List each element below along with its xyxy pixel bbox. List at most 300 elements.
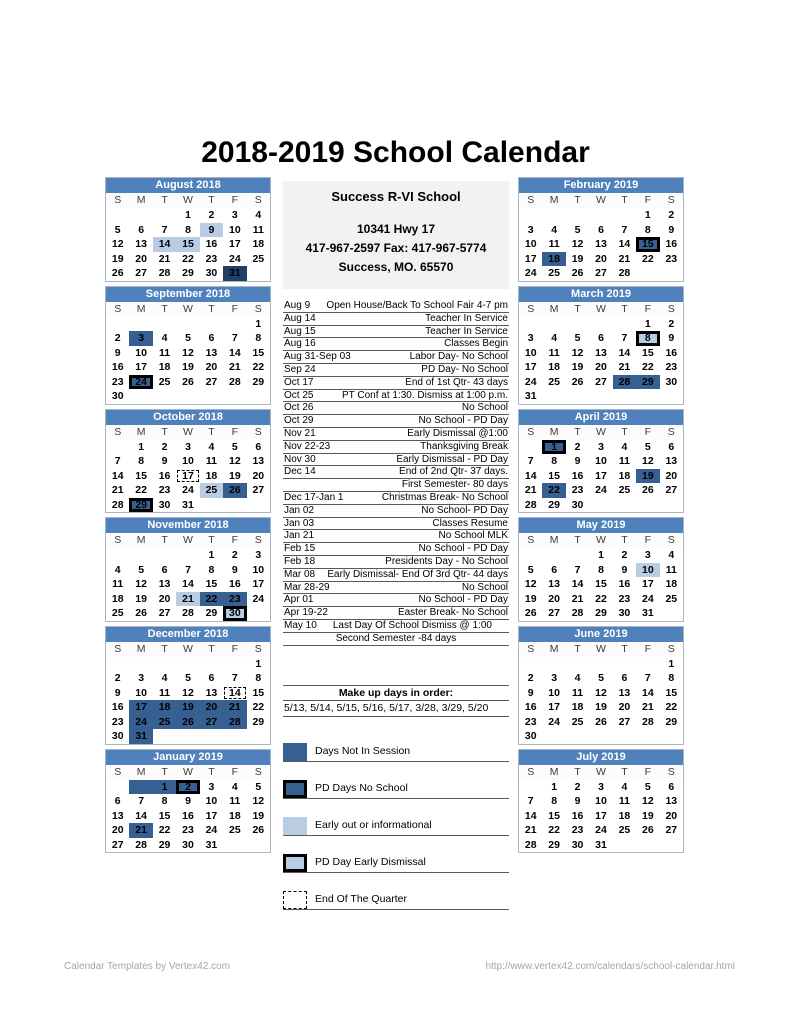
weekday-header: F — [636, 302, 659, 317]
day-cell: 19 — [111, 252, 124, 265]
weekday-header: S — [660, 425, 683, 440]
event-date: May 10 — [284, 619, 317, 631]
weekday-header: S — [247, 642, 270, 657]
day-cell: 23 — [665, 252, 678, 265]
month-grid — [106, 765, 270, 853]
day-cell: 3 — [551, 672, 558, 684]
event-description: Early Dismissal - PD Day — [396, 453, 508, 465]
day-cell: 11 — [159, 346, 171, 359]
legend-item-pd-day-early-dismissal — [283, 848, 509, 873]
day-cell: 29 — [205, 607, 218, 619]
day-cell: 22 — [135, 484, 147, 496]
month-title: April 2019 — [519, 410, 683, 425]
day-cell: 4 — [161, 332, 168, 344]
day-cell: 25 — [111, 607, 124, 619]
day-cell: 2 — [114, 672, 121, 684]
day-cell: 2 — [527, 672, 534, 684]
month-grid — [106, 425, 270, 513]
day-cell: 18 — [571, 701, 584, 713]
day-cell: 28 — [158, 267, 171, 279]
day-cell: 28 — [135, 838, 147, 851]
weekday-header: F — [223, 765, 246, 780]
weekday-header: T — [153, 193, 176, 208]
event-row — [283, 620, 509, 633]
day-cell: 18 — [229, 809, 241, 822]
day-cell: 26 — [111, 267, 124, 279]
event-description: No School - PD Day — [418, 415, 508, 427]
month-grid — [106, 193, 270, 281]
day-cell: 5 — [231, 440, 238, 453]
day-cell: 23 — [111, 715, 124, 728]
weekday-header: T — [566, 765, 589, 780]
day-cell: 10 — [595, 455, 607, 467]
weekday-header: T — [613, 765, 636, 780]
day-cell: 20 — [595, 361, 607, 373]
day-cell-empty — [153, 548, 176, 563]
left-month-column — [105, 177, 271, 853]
day-cell: 3 — [231, 209, 238, 221]
day-cell: 7 — [644, 672, 651, 684]
weekday-header: T — [613, 193, 636, 208]
event-row — [283, 428, 509, 441]
day-cell: 30 — [111, 730, 124, 742]
weekday-header: F — [636, 533, 659, 548]
day-cell: 2 — [574, 440, 581, 453]
day-cell: 15 — [205, 578, 218, 590]
month-grid — [519, 425, 683, 513]
day-cell-empty — [176, 657, 199, 672]
day-cell-empty — [519, 780, 542, 795]
day-cell: 24 — [642, 592, 654, 605]
day-cell-empty — [153, 208, 176, 223]
day-cell: 25 — [618, 824, 631, 836]
event-description: Classes Begin — [444, 338, 508, 350]
day-cell: 11 — [548, 346, 560, 359]
day-cell: 13 — [135, 238, 147, 250]
event-row — [283, 530, 509, 543]
day-cell: 13 — [252, 455, 265, 467]
day-cell: 17 — [595, 809, 607, 822]
day-cell: 31 — [205, 838, 218, 851]
event-row — [283, 390, 509, 403]
day-cell-empty — [129, 548, 152, 563]
month-july-2019 — [518, 749, 684, 854]
event-description: No School — [461, 581, 508, 593]
day-cell-empty — [636, 657, 659, 672]
day-cell: 14 — [571, 578, 584, 590]
month-august-2018 — [105, 177, 271, 282]
event-row — [283, 479, 509, 492]
weekday-header: S — [519, 193, 542, 208]
day-cell: 25 — [548, 267, 560, 279]
day-cell-empty — [566, 208, 589, 223]
day-cell: 27 — [252, 484, 265, 496]
day-cell: 4 — [621, 440, 628, 453]
day-cell: 7 — [527, 455, 534, 467]
legend-swatch — [283, 854, 307, 872]
day-cell: 17 — [229, 238, 241, 250]
day-cell: 19 — [571, 361, 584, 373]
day-cell: 10 — [229, 223, 241, 236]
right-month-column — [518, 177, 684, 853]
makeup-days-section — [283, 674, 509, 717]
weekday-header: M — [129, 193, 152, 208]
day-cell: 11 — [548, 238, 560, 250]
day-cell: 10 — [205, 795, 218, 807]
month-december-2018 — [105, 626, 271, 745]
event-date: Jan 21 — [284, 530, 315, 542]
day-cell: 13 — [618, 686, 631, 699]
day-cell: 24 — [252, 592, 265, 605]
day-cell: 14 — [223, 686, 246, 701]
day-cell: 16 — [571, 809, 584, 822]
day-cell: 25 — [153, 715, 176, 730]
day-cell: 3 — [208, 780, 215, 793]
day-cell: 6 — [114, 795, 121, 807]
day-cell: 27 — [618, 715, 631, 728]
event-description: Classes Resume — [432, 517, 508, 529]
event-description: Second Semester -84 days — [335, 632, 457, 644]
weekday-header: M — [542, 425, 565, 440]
event-date: Mar 28-29 — [284, 581, 330, 593]
weekday-header: W — [176, 302, 199, 317]
day-cell: 9 — [114, 686, 121, 699]
day-cell: 8 — [668, 672, 675, 684]
month-title: June 2019 — [519, 627, 683, 642]
event-row — [283, 338, 509, 351]
day-cell: 25 — [665, 592, 678, 605]
event-row — [283, 633, 509, 646]
event-row — [283, 351, 509, 364]
event-row — [283, 415, 509, 428]
day-cell: 16 — [229, 578, 241, 590]
weekday-header: M — [542, 765, 565, 780]
event-description: No School MLK — [438, 530, 508, 542]
day-cell: 21 — [618, 361, 631, 373]
day-cell: 18 — [111, 592, 124, 605]
event-row — [283, 326, 509, 339]
event-row — [283, 300, 509, 313]
weekday-header: S — [660, 642, 683, 657]
event-description: Last Day Of School Dismiss @ 1:00 — [332, 619, 492, 631]
event-row — [283, 556, 509, 569]
day-cell-empty — [176, 317, 199, 332]
month-title: December 2018 — [106, 627, 270, 642]
weekday-header: W — [176, 765, 199, 780]
legend-label: Early out or informational — [315, 818, 432, 831]
day-cell: 12 — [182, 346, 194, 359]
legend-label: Days Not In Session — [315, 744, 411, 757]
day-cell: 17 — [252, 578, 265, 590]
day-cell: 12 — [524, 578, 537, 590]
day-cell: 26 — [595, 715, 607, 728]
day-cell: 29 — [636, 375, 659, 390]
day-cell: 15 — [252, 346, 265, 359]
day-cell: 9 — [668, 332, 675, 344]
day-cell: 4 — [551, 223, 558, 236]
day-cell: 26 — [571, 267, 584, 279]
day-cell: 24 — [205, 824, 218, 836]
day-cell: 2 — [208, 209, 215, 221]
weekday-header: M — [542, 193, 565, 208]
day-cell-empty — [542, 657, 565, 672]
weekday-header: F — [223, 425, 246, 440]
day-cell: 17 — [642, 578, 654, 590]
day-cell: 6 — [668, 780, 675, 793]
day-cell-empty — [589, 208, 612, 223]
weekday-header: M — [129, 302, 152, 317]
day-cell-empty — [106, 548, 129, 563]
day-cell: 29 — [158, 838, 171, 851]
day-cell: 28 — [613, 375, 636, 390]
day-cell: 24 — [595, 824, 607, 836]
day-cell: 6 — [598, 223, 604, 236]
event-row — [283, 582, 509, 595]
day-cell: 28 — [524, 498, 537, 511]
day-cell: 6 — [255, 440, 262, 453]
day-cell: 16 — [524, 701, 537, 713]
day-cell: 14 — [182, 578, 194, 590]
day-cell: 6 — [208, 672, 215, 684]
day-cell: 28 — [182, 607, 194, 619]
day-cell: 5 — [574, 332, 581, 344]
weekday-header: W — [176, 642, 199, 657]
day-cell: 13 — [548, 578, 560, 590]
day-cell: 5 — [114, 223, 121, 236]
day-cell: 21 — [618, 252, 631, 265]
day-cell: 6 — [621, 672, 628, 684]
weekday-header: S — [519, 765, 542, 780]
day-cell-empty — [519, 657, 542, 672]
day-cell-empty — [200, 317, 223, 332]
month-june-2019 — [518, 626, 684, 745]
event-row — [283, 594, 509, 607]
weekday-header: M — [129, 533, 152, 548]
day-cell: 30 — [665, 375, 678, 388]
day-cell: 14 — [618, 346, 631, 359]
event-description: Teacher In Service — [425, 312, 508, 324]
day-cell: 25 — [548, 375, 560, 388]
day-cell: 10 — [524, 238, 537, 250]
day-cell: 30 — [571, 838, 584, 851]
event-row — [283, 441, 509, 454]
day-cell: 1 — [153, 780, 176, 795]
event-description: No School- PD Day — [421, 504, 508, 516]
day-cell: 19 — [595, 701, 607, 713]
day-cell-empty — [519, 440, 542, 455]
day-cell: 25 — [158, 375, 171, 388]
day-cell: 16 — [205, 238, 218, 250]
day-cell: 27 — [158, 607, 171, 619]
event-date: Aug 15 — [284, 325, 316, 337]
day-cell-empty — [613, 317, 636, 332]
day-cell: 15 — [548, 469, 560, 482]
weekday-header: S — [660, 533, 683, 548]
event-row — [283, 364, 509, 377]
day-cell: 24 — [129, 375, 152, 390]
day-cell: 31 — [223, 266, 246, 281]
event-row — [283, 518, 509, 531]
day-cell: 27 — [205, 375, 218, 388]
day-cell-empty — [106, 780, 129, 795]
day-cell: 13 — [111, 809, 124, 822]
weekday-header: F — [223, 533, 246, 548]
day-cell: 30 — [571, 498, 584, 511]
event-description: Early Dismissal- End Of 3rd Qtr- 44 days — [327, 568, 508, 580]
day-cell: 5 — [574, 223, 581, 236]
weekday-header: W — [589, 302, 612, 317]
day-cell: 15 — [595, 578, 607, 590]
day-cell: 1 — [668, 657, 675, 670]
day-cell: 30 — [223, 606, 246, 621]
day-cell: 28 — [111, 498, 124, 511]
school-name: Success R-VI School — [331, 189, 461, 204]
day-cell: 23 — [665, 361, 678, 373]
day-cell: 28 — [571, 607, 584, 619]
month-title: May 2019 — [519, 518, 683, 533]
day-cell: 14 — [229, 346, 241, 359]
event-date: Feb 18 — [284, 555, 316, 567]
day-cell: 13 — [595, 346, 607, 359]
day-cell: 23 — [182, 824, 194, 836]
day-cell: 12 — [252, 795, 265, 807]
event-row — [283, 607, 509, 620]
month-title: November 2018 — [106, 518, 270, 533]
day-cell: 19 — [135, 592, 147, 605]
day-cell-empty — [176, 548, 199, 563]
day-cell: 20 — [595, 252, 607, 265]
day-cell: 4 — [255, 209, 262, 221]
day-cell: 29 — [548, 838, 560, 851]
event-row — [283, 377, 509, 390]
weekday-header: S — [660, 765, 683, 780]
day-cell: 31 — [182, 498, 194, 511]
day-cell: 20 — [111, 824, 124, 836]
event-date: Jan 02 — [284, 504, 315, 516]
school-phone-fax: 417-967-2597 Fax: 417-967-5774 — [305, 241, 487, 255]
day-cell: 2 — [161, 440, 168, 453]
legend-label: PD Days No School — [315, 781, 408, 794]
day-cell: 20 — [252, 469, 265, 482]
event-date: Oct 26 — [284, 402, 314, 414]
day-cell: 15 — [636, 237, 659, 252]
day-cell: 25 — [252, 252, 265, 265]
day-cell: 28 — [229, 375, 241, 388]
day-cell: 1 — [185, 209, 191, 221]
day-cell: 22 — [200, 592, 223, 607]
event-date: Oct 25 — [284, 389, 314, 401]
day-cell: 18 — [618, 809, 631, 822]
event-description: Early Dismissal @1:00 — [407, 427, 508, 439]
day-cell: 15 — [135, 469, 147, 482]
day-cell: 10 — [182, 455, 194, 467]
weekday-header: S — [660, 193, 683, 208]
day-cell: 7 — [161, 223, 168, 236]
event-row — [283, 505, 509, 518]
day-cell: 23 — [571, 824, 584, 836]
day-cell: 27 — [665, 824, 678, 836]
day-cell-empty — [542, 208, 565, 223]
day-cell: 6 — [138, 223, 145, 236]
day-cell: 20 — [665, 809, 678, 822]
day-cell: 11 — [112, 578, 124, 590]
day-cell: 18 — [665, 578, 678, 590]
day-cell: 25 — [200, 483, 223, 498]
day-cell: 17 — [595, 469, 607, 482]
day-cell-empty — [542, 548, 565, 563]
day-cell: 24 — [595, 484, 607, 496]
day-cell-empty — [519, 317, 542, 332]
month-title: October 2018 — [106, 410, 270, 425]
weekday-header: W — [176, 193, 199, 208]
day-cell-empty — [200, 657, 223, 672]
day-cell: 26 — [571, 375, 584, 388]
day-cell: 1 — [255, 317, 262, 330]
day-cell: 21 — [223, 700, 246, 715]
day-cell: 29 — [548, 498, 560, 511]
event-date: Oct 29 — [284, 415, 314, 427]
day-cell: 23 — [158, 484, 171, 496]
event-row — [283, 543, 509, 556]
day-cell: 23 — [111, 375, 124, 388]
day-cell: 3 — [644, 549, 651, 561]
day-cell-empty — [223, 317, 246, 332]
day-cell: 27 — [665, 484, 678, 496]
day-cell: 23 — [524, 715, 537, 728]
day-cell: 5 — [185, 672, 191, 684]
month-title: February 2019 — [519, 178, 683, 193]
weekday-header: M — [542, 533, 565, 548]
month-title: July 2019 — [519, 750, 683, 765]
event-description: PT Conf at 1:30. Dismiss at 1:00 p.m. — [342, 389, 508, 401]
day-cell: 21 — [642, 701, 654, 713]
day-cell: 5 — [255, 780, 262, 793]
day-cell: 31 — [129, 729, 152, 744]
day-cell: 8 — [185, 223, 191, 236]
day-cell: 11 — [229, 795, 241, 807]
day-cell: 8 — [138, 455, 145, 467]
weekday-header: T — [200, 302, 223, 317]
day-cell: 1 — [138, 440, 145, 453]
day-cell: 21 — [571, 592, 584, 605]
day-cell: 9 — [200, 223, 223, 238]
event-description: First Semester- 80 days — [401, 479, 508, 491]
day-cell: 4 — [551, 332, 558, 344]
day-cell: 15 — [642, 346, 654, 359]
day-cell-empty — [223, 657, 246, 672]
day-cell: 15 — [665, 686, 678, 699]
month-november-2018 — [105, 517, 271, 622]
weekday-header: W — [176, 425, 199, 440]
day-cell: 29 — [129, 498, 152, 513]
day-cell: 13 — [158, 578, 171, 590]
day-cell: 5 — [644, 440, 651, 453]
event-description: Labor Day- No School — [409, 351, 508, 363]
day-cell-empty — [129, 208, 152, 223]
day-cell: 13 — [665, 795, 678, 807]
day-cell: 13 — [595, 238, 607, 250]
legend-swatch — [283, 780, 307, 798]
weekday-header: T — [613, 533, 636, 548]
day-cell: 17 — [135, 361, 147, 373]
day-cell: 12 — [182, 686, 194, 699]
event-list — [283, 300, 509, 646]
weekday-header: T — [200, 765, 223, 780]
legend-swatch — [283, 743, 307, 761]
day-cell: 6 — [668, 440, 675, 453]
weekday-header: T — [566, 642, 589, 657]
footer-url-link[interactable]: http://www.vertex42.com/calendars/school-calendar.html — [485, 961, 735, 972]
